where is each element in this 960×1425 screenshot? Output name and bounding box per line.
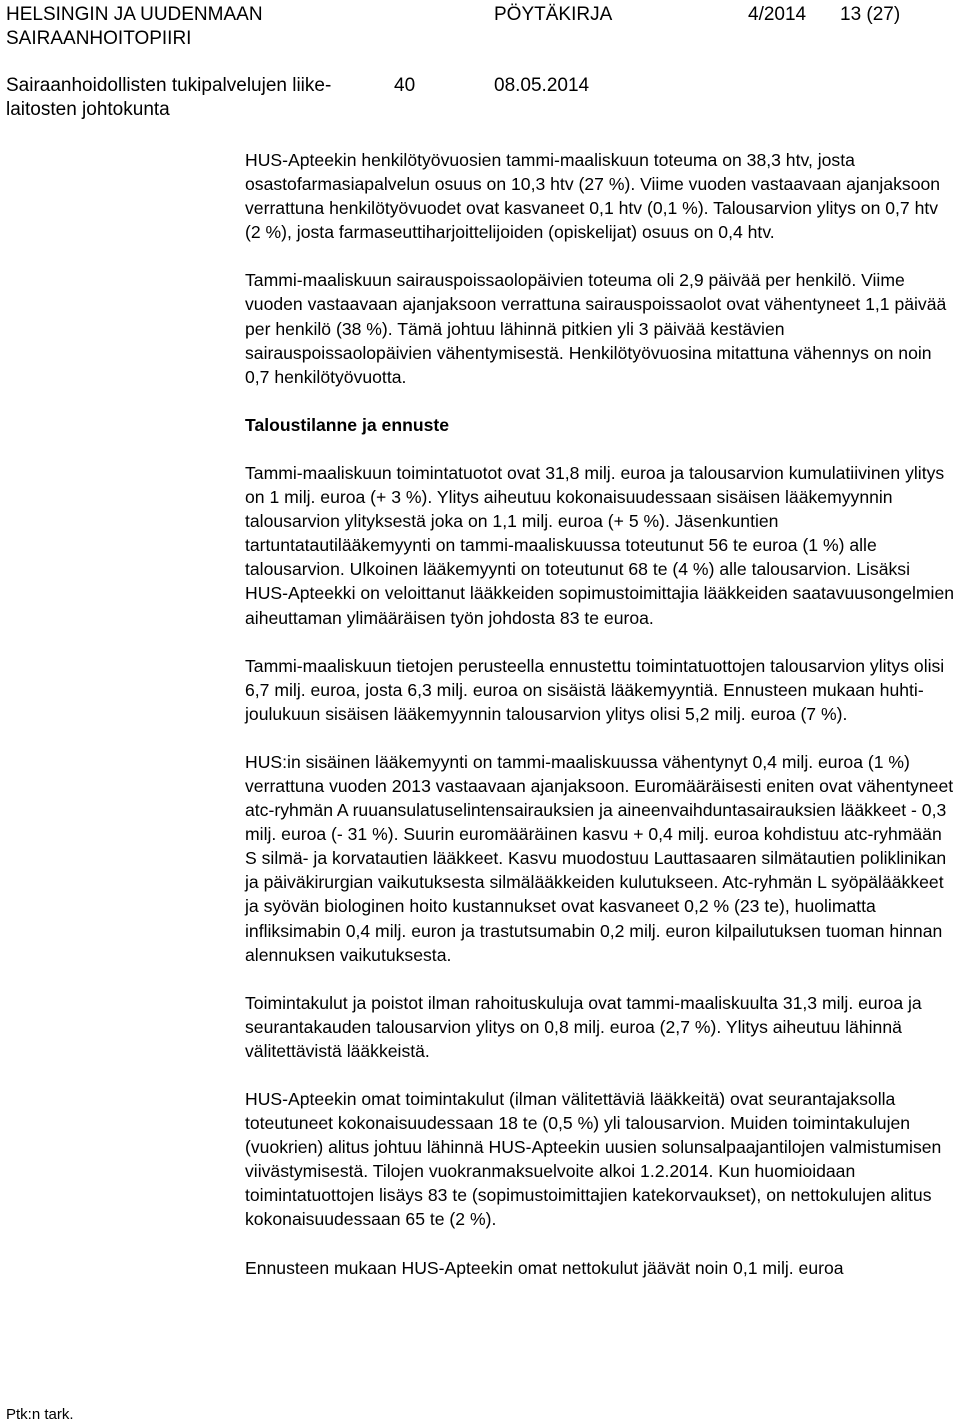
paragraph: HUS:in sisäinen lääkemyynti on tammi-maaliskuussa vähentynyt 0,4 milj. euroa (1 %) verrattuna vuoden 2013 vastaavaan ajanjaksoon. Euromääräisesti eniten ovat vähentyneet atc-ryhmän A ruuansulatuselintensairauksien ja aineenvaihduntasairauksien lääkkeet - 0,3 milj. euroa (- 31 %). Suurin euromääräinen kasvu + 0,4 milj. euroa kohdistuu atc-ryhmään S silmä- ja korvatautien lääkkeet. Kasvu muodostuu Lauttasaaren silmätautien poliklinikan ja päiväkirurgian vaikutuksesta silmälääkkeiden kulutukseen. Atc-ryhmän L syöpälääkkeet ja syövän biologinen hoito kustannukset ovat kasvaneet 0,2 % (23 te), huolimatta infliksimabin 0,4 milj. euron ja trastutsumabin 0,2 milj. euron kilpailutuksen tuoman hinnan alennuksen vaikutuksesta. — [245, 751, 954, 965]
section-heading: Taloustilanne ja ennuste — [245, 414, 449, 435]
organization-name-line1: HELSINGIN JA UUDENMAAN — [6, 4, 263, 25]
issue-number: 4/2014 — [748, 4, 807, 25]
document-type: PÖYTÄKIRJA — [494, 4, 613, 25]
header-organization — [6, 3, 263, 51]
paragraph: Toimintakulut ja poistot ilman rahoituskuluja ovat tammi-maaliskuulta 31,3 milj. euroa ja seurantakauden talousarvion ylitys on 0,8 milj. euroa (2,7 %). Ylitys aiheutuu lähinnä välitettävistä lääkkeistä. — [245, 992, 922, 1061]
paragraph: Ennusteen mukaan HUS-Apteekin omat nettokulut jäävät noin 0,1 milj. euroa — [245, 1257, 844, 1278]
body-name-line1: Sairaanhoidollisten tukipalvelujen liike- — [6, 75, 332, 96]
paragraph: Tammi-maaliskuun toimintatuotot ovat 31,8 milj. euroa ja talousarvion kumulatiivinen ylitys on 1 milj. euroa (+ 3 %). Ylitys aiheutuu kokonaisuudessaan sisäisen lääkemyynnin talousarvion ylityksestä joka on 1,1 milj. euroa (+ 5 %). Jäsenkuntien tartuntatautilääkemyynti on tammi-maaliskuussa toteutunut 56 te euroa (1 %) alle talousarvion. Ulkoinen lääkemyynti on toteutunut 68 te (4 %) alle talousarvion. Lisäksi HUS-Apteekki on veloittanut lääkkeiden sopimustoimittajia lääkkeiden saatavuusongelmien aiheuttaman ylimääräisen työn johdosta 83 te euroa. — [245, 462, 955, 628]
paragraph: Tammi-maaliskuun tietojen perusteella ennustettu toimintatuottojen talousarvion ylitys olisi 6,7 milj. euroa, josta 6,3 milj. euroa on sisäistä lääkemyyntiä. Ennusteen mukaan huhti-joulukuun sisäisen lääkemyynnin talousarvion ylitys olisi 5,2 milj. euroa (7 %). — [245, 655, 945, 724]
paragraph: HUS-Apteekin henkilötyövuosien tammi-maaliskuun toteuma on 38,3 htv, josta osastofarmasiapalvelun osuus on 10,3 htv (27 %). Viime vuoden vastaavaan ajanjaksoon verrattuna henkilötyövuodet ovat kasvaneet 0,1 htv (0,1 %). Talousarvion ylitys on 0,7 htv (2 %), josta farmaseuttiharjoittelijoiden (opiskelijat) osuus on 0,4 htv. — [245, 150, 941, 243]
paragraph: HUS-Apteekin omat toimintakulut (ilman välitettäviä lääkkeitä) ovat seurantajaksolla toteutuneet kokonaisuudessaan 18 te (0,5 %) yli talousarvion. Muiden toimintakulujen (vuokrien) alitus johtuu lähinnä HUS-Apteekin uusien solunsalpaajantilojen valmistumisen viivästymisestä. Tilojen vuokranmaksuelvoite alkoi 1.2.2014. Kun huomioidaan toimintatuottojen lisäys 83 te (sopimustoimittajien katekorvaukset), on nettokulujen alitus kokonaisuudessaan 65 te (2 %). — [245, 1089, 942, 1230]
section-number: 40 — [394, 75, 416, 96]
page-number: 13 (27) — [840, 4, 901, 25]
minutes-checker-label: Ptk:n tark. — [6, 1406, 74, 1423]
header-body — [6, 74, 331, 122]
paragraph: Tammi-maaliskuun sairauspoissaolopäivien toteuma oli 2,9 päivää per henkilö. Viime vuoden vastaavaan ajanjaksoon verrattuna sairauspoissaolot ovat vähentyneet 1,1 päivää per henkilö (38 %). Tämä johtuu lähinnä pitkien yli 3 päivää kestävien sairauspoissaolopäivien vähentymisestä. Henkilötyövuosina mitattuna vähennys on noin 0,7 henkilötyövuotta. — [245, 270, 947, 387]
body-name-line2: laitosten johtokunta — [6, 99, 170, 120]
organization-name-line2: SAIRAANHOITOPIIRI — [6, 28, 192, 49]
document-body — [245, 148, 957, 1304]
meeting-date: 08.05.2014 — [494, 75, 590, 96]
